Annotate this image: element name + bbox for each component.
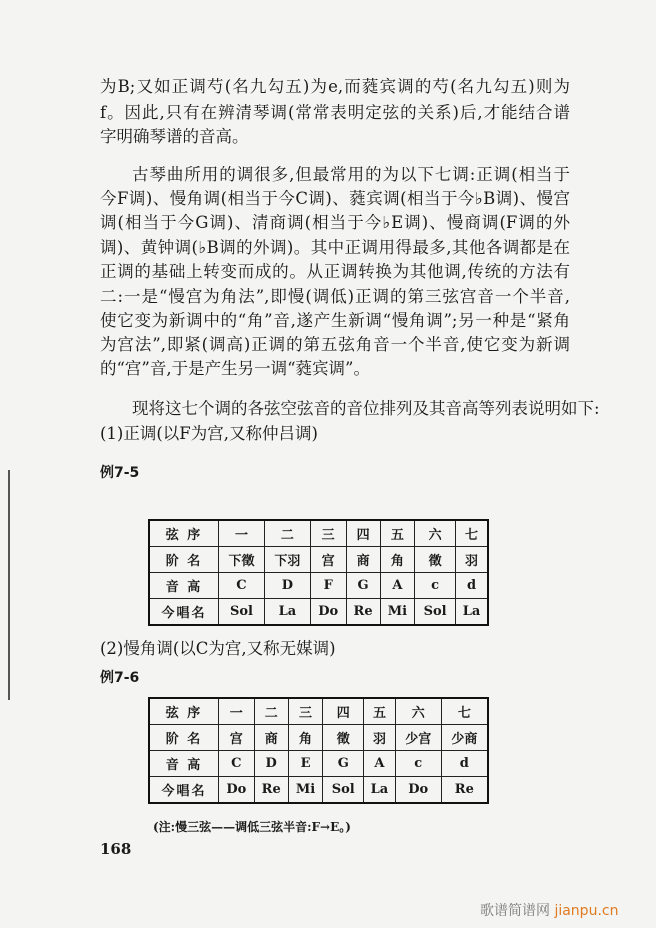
page-number: 168: [100, 840, 132, 858]
text-line: 为宫法”,即紧(调高)正调的第五弦角音一个半音,使它变为新调: [100, 335, 570, 354]
table-cell: Re: [254, 777, 288, 804]
table-cell: 五: [380, 520, 415, 547]
table-cell: Do: [395, 777, 441, 804]
watermark-cn: 歌谱简谱网: [480, 903, 550, 919]
table-cell: A: [364, 751, 396, 777]
table-cell: Sol: [415, 599, 456, 626]
text-line: f。因此,只有在辨清琴调(常常表明定弦的关系)后,才能结合谱: [100, 103, 570, 122]
row-header-cell: 阶 名: [149, 547, 219, 573]
table-cell: 六: [395, 698, 441, 725]
table-cell: Sol: [323, 777, 364, 804]
section-1-heading: (1)正调(以F为宫,又称仲吕调): [100, 424, 318, 443]
row-header-cell: 弦 序: [149, 698, 219, 725]
table-row: [149, 573, 488, 599]
table-cell: 一: [219, 520, 265, 547]
table-cell: 五: [364, 698, 396, 725]
table-row: [149, 547, 488, 573]
table-zheng-diao: [148, 519, 489, 626]
table-cell: 角: [288, 725, 323, 751]
table-cell: 宫: [219, 725, 255, 751]
table-cell: Re: [346, 599, 380, 626]
table-row: [149, 520, 488, 547]
table-cell: C: [219, 573, 265, 599]
table-cell: 羽: [364, 725, 396, 751]
table-cell: 角: [380, 547, 415, 573]
table-cell: 三: [310, 520, 346, 547]
table-cell: D: [254, 751, 288, 777]
table-cell: 二: [264, 520, 310, 547]
table-row: [149, 599, 488, 626]
table-cell: Re: [441, 777, 488, 804]
table-row: [149, 698, 488, 725]
table-cell: d: [456, 573, 488, 599]
row-header-cell: 今唱名: [149, 599, 219, 626]
table-cell: 羽: [456, 547, 488, 573]
text-line: 的“宫”音,于是产生另一调“蕤宾调”。: [100, 359, 370, 378]
table-man-jiao-diao: [148, 697, 489, 804]
watermark-url: jianpu.cn: [554, 903, 619, 919]
table-cell: 一: [219, 698, 255, 725]
table-cell: 七: [441, 698, 488, 725]
table-row: [149, 777, 488, 804]
section-2-heading: (2)慢角调(以C为宫,又称无媒调): [100, 639, 336, 658]
table-cell: A: [380, 573, 415, 599]
table-cell: F: [310, 573, 346, 599]
row-header-cell: 音 高: [149, 751, 219, 777]
table-cell: c: [415, 573, 456, 599]
paragraph-3: 现将这七个调的各弦空弦音的音位排列及其音高等列表说明如下:: [132, 399, 600, 418]
table-cell: 六: [415, 520, 456, 547]
text-line: 调)、黄钟调(♭B调的外调)。其中正调用得最多,其他各调都是在: [100, 238, 570, 257]
table-cell: 三: [288, 698, 323, 725]
table-cell: Do: [310, 599, 346, 626]
table-cell: E: [288, 751, 323, 777]
row-header-cell: 阶 名: [149, 725, 219, 751]
example-7-5-label: 例7-5: [100, 465, 140, 481]
table-cell: 下羽: [264, 547, 310, 573]
text-line: 今F调)、慢角调(相当于今C调)、蕤宾调(相当于今♭B调)、慢宫: [100, 189, 570, 208]
table-row: [149, 725, 488, 751]
table-cell: Do: [219, 777, 255, 804]
table-cell: 少商: [441, 725, 488, 751]
table-cell: La: [456, 599, 488, 626]
watermark: [480, 900, 618, 920]
table-cell: C: [219, 751, 255, 777]
text-line: 古琴曲所用的调很多,但最常用的为以下七调:正调(相当于: [132, 165, 570, 184]
table-cell: 四: [323, 698, 364, 725]
table-cell: Mi: [288, 777, 323, 804]
text-line: 调(相当于今G调)、清商调(相当于今♭E调)、慢商调(F调的外: [100, 213, 570, 232]
table-cell: 宫: [310, 547, 346, 573]
example-7-6-label: 例7-6: [100, 670, 140, 686]
text-line: 字明确琴谱的音高。: [100, 127, 249, 146]
row-header-cell: 今唱名: [149, 777, 219, 804]
table-cell: G: [346, 573, 380, 599]
table-cell: G: [323, 751, 364, 777]
table-cell: 商: [254, 725, 288, 751]
table-cell: c: [395, 751, 441, 777]
table-cell: Mi: [380, 599, 415, 626]
table-cell: 商: [346, 547, 380, 573]
table-row: [149, 751, 488, 777]
text-line: 二:一是“慢宫为角法”,即慢(调低)正调的第三弦宫音一个半音,: [100, 287, 570, 306]
table-cell: 少宫: [395, 725, 441, 751]
table-cell: Sol: [219, 599, 265, 626]
table-cell: D: [264, 573, 310, 599]
table-cell: La: [364, 777, 396, 804]
row-header-cell: 弦 序: [149, 520, 219, 547]
table-cell: 徵: [323, 725, 364, 751]
table-cell: 下徵: [219, 547, 265, 573]
text-line: 正调的基础上转变而成的。从正调转换为其他调,传统的方法有: [100, 262, 570, 281]
text-line: 为B;又如正调芍(名九勾五)为e,而蕤宾调的芍(名九勾五)则为: [100, 77, 570, 96]
text-line: 使它变为新调中的“角”音,遂产生新调“慢角调”;另一种是“紧角: [100, 311, 570, 330]
table-cell: 徵: [415, 547, 456, 573]
table-note: (注:慢三弦——调低三弦半音:F→E。): [153, 820, 351, 834]
scan-edge-mark: [8, 470, 10, 700]
table-cell: d: [441, 751, 488, 777]
table-cell: 七: [456, 520, 488, 547]
table-cell: La: [264, 599, 310, 626]
table-cell: 四: [346, 520, 380, 547]
table-cell: 二: [254, 698, 288, 725]
row-header-cell: 音 高: [149, 573, 219, 599]
